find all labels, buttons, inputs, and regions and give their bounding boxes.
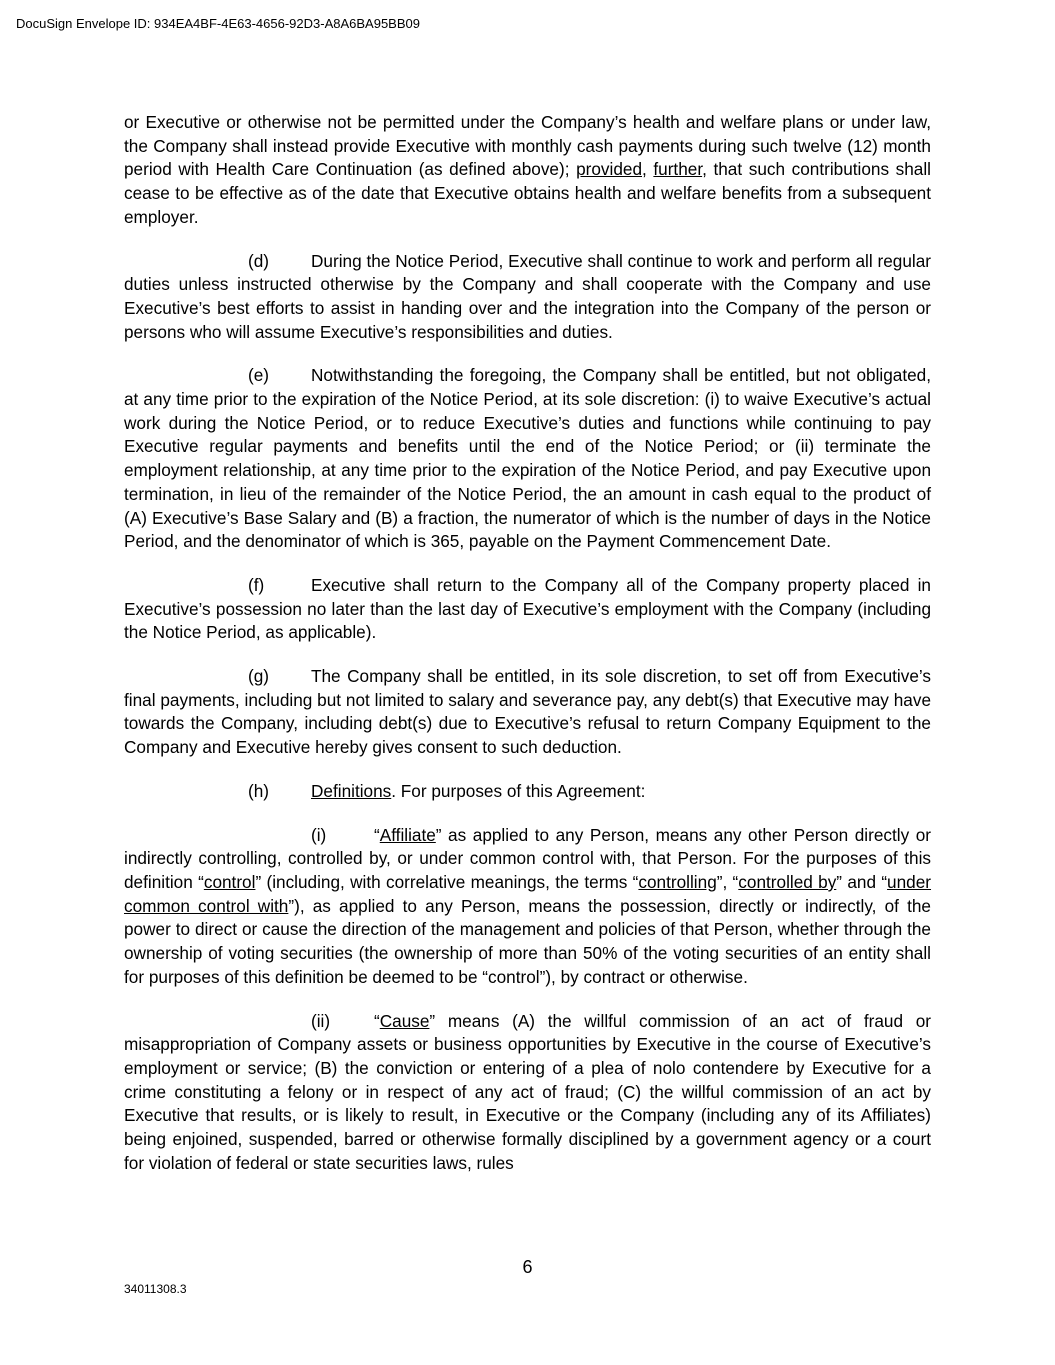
document-number: 34011308.3 [124,1282,187,1296]
section-g-label: (g) [248,666,270,687]
controlled-by-term: controlled by [738,871,837,892]
section-g-text: The Company shall be entitled, in its sole discretion, to set off from Executive’s final payments, including but not limited to salary and severance pay, any debt(s) that Executive may have towards the Company, including debt(s) due to Executive’s refusal to return Company Equipment to the Company and Executive hereby gives consent to such deduction. [124,666,931,758]
further-term: further [653,159,703,180]
cause-text: ” means (A) the willful commission of an act of fraud or misappropriation of Company assets or business opportunities by Executive in the course of Executive’s employment or service; (B) the conviction or entering of a plea of nolo contendere by Executive for a crime constituting a felony or in respect of any act of fraud; (C) the willful commission of an act by Executive that results, or is likely to result, in Executive or the Company (including any of its Affiliates) being enjoined, suspended, barred or otherwise formally disciplined by a government agency or a court for violation of federal or state securities laws, rules [124,1010,931,1173]
section-e-text: Notwithstanding the foregoing, the Company shall be entitled, but not obligated, at any time prior to the expiration of the Notice Period, at its sole discretion: (i) to waive Executive’s actual work during the Notice Period, or to reduce Executive’s duties and functions while continuing to pay Executive regular payments and benefits until the end of the Notice Period; or (ii) terminate the employment relationship, at any time prior to the expiration of the Notice Period, and pay Executive upon termination, in lieu of the remainder of the Notice Period, the an amount in cash equal to the product of (A) Executive’s Base Salary and (B) a fraction, the numerator of which is the number of days in the Notice Period, and the denominator of which is 365, payable on the Payment Commencement Date. [124,365,931,552]
docusign-envelope-id: DocuSign Envelope ID: 934EA4BF-4E63-4656-92D3-A8A6BA95BB09 [16,16,420,31]
affiliate-text-1: ” as applied to any Person, means any other Person directly or indirectly controlling, controlled by, or under common control with, that Person. For the purposes of this definition “ [124,824,931,892]
definition-affiliate: (i) “Affiliate” as applied to any Person, means any other Person directly or indirectly controlling, controlled by, or under common control with, that Person. For the purposes of this definition “control” (including, with correlative meanings, the terms “controlling”, “controlled by” and “under common control with”), as applied to any Person, means the possession, directly or indirectly, of the power to direct or cause the direction of the management and policies of that Person, whether through the ownership of voting securities (the ownership of more than 50% of the voting securities of an entity shall for purposes of this definition be deemed to be “control”), by contract or otherwise. [124,824,932,987]
section-d [124,250,931,345]
section-f-text: Executive shall return to the Company all of the Company property placed in Executive’s possession no later than the last day of Executive’s employment with the Company (including the Notice Period, as applicable). [124,574,931,643]
section-f [124,574,931,645]
cause-term: Cause [379,1010,430,1031]
page-number: 6 [522,1257,533,1277]
continuation-text-end: , that such contributions shall cease to be effective as of the date that Executive obtains health and welfare benefits from a subsequent employer. [124,159,931,227]
definitions-heading: Definitions [311,780,392,801]
affiliate-text-4: ” and “ [836,871,888,892]
section-h-label: (h) [248,780,270,801]
definition-cause: (ii) “Cause” means (A) the willful commission of an act of fraud or misappropriation of Company assets or business opportunities by Executive in the course of Executive’s employment or service; (B) the conviction or entering of a plea of nolo contendere by Executive for a crime constituting a felony or in respect of any act of fraud; (C) the willful commission of an act by Executive that results, or is likely to result, in Executive or the Company (including any of its Affiliates) being enjoined, suspended, barred or otherwise formally disciplined by a government agency or a court for violation of federal or state securities laws, rules [124,1010,931,1173]
section-d-text: During the Notice Period, Executive shall continue to work and perform all regular duties unless instructed otherwise by the Company and shall cooperate with the Company and use Executive’s best efforts to assist in handing over and the integration into the Company of the person or persons who will assume Executive’s responsibilities and duties. [124,250,931,342]
control-term: control [203,871,256,892]
continuation-paragraph: or Executive or otherwise not be permitted under the Company’s health and welfare plans or under law, the Company shall instead provide Executive with monthly cash payments during such twelve (12) month period with Health Care Continuation (as defined above); provided, further, that such contributions shall cease to be effective as of the date that Executive obtains health and welfare benefits from a subsequent employer. [124,112,931,227]
provided-term: provided [576,159,643,180]
affiliate-text-2: ” (including, with correlative meanings, the terms “ [255,871,639,892]
definition-i-label: (i) [311,824,327,845]
affiliate-text-5: ”), as applied to any Person, means the possession, directly or indirectly, of the power to direct or cause the direction of the management and policies of that Person, whether through the ownership of voting securities (the ownership of more than 50% of the voting securities of an entity shall for purposes of this definition be deemed to be “control”), by contract or otherwise. [124,895,931,987]
definition-ii-label: (ii) [311,1010,331,1031]
section-h-text: . For purposes of this Agreement: [391,780,646,801]
affiliate-text-3: ”, “ [716,871,739,892]
section-g [124,665,931,760]
continuation-text: or Executive or otherwise not be permitted under the Company’s health and welfare plans or under law, the Company shall instead provide Executive with monthly cash payments during such twelve (12) month period with Health Care Continuation (as defined above); [124,112,931,180]
section-e [124,364,931,554]
section-d-label: (d) [248,250,270,271]
under-common-control-term: under common control with [124,871,932,916]
controlling-term: controlling [638,871,717,892]
section-h [124,780,931,804]
document-body [124,111,931,1195]
affiliate-term: Affiliate [379,824,436,845]
section-f-label: (f) [248,574,265,595]
section-e-label: (e) [248,365,270,386]
